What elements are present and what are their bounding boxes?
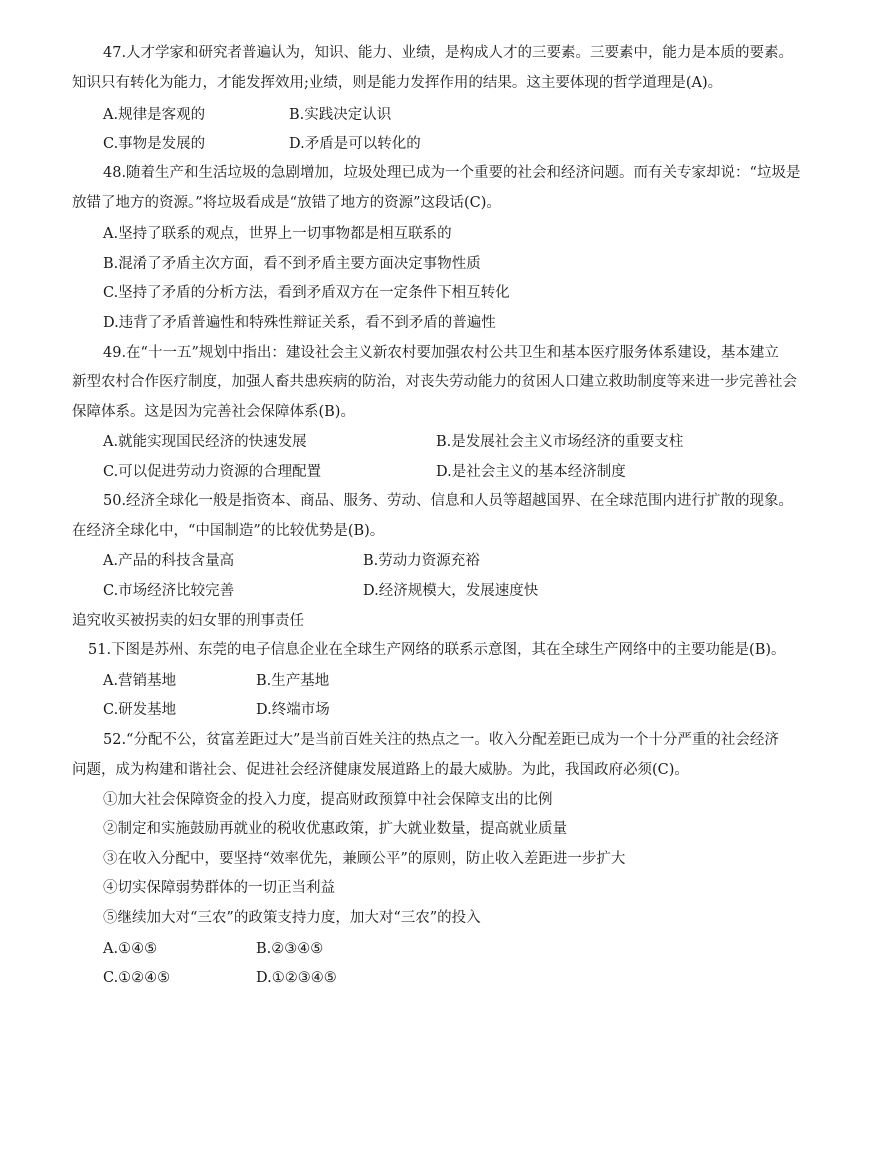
question-49-option-b: B.是发展社会主义市场经济的重要支柱 (436, 434, 684, 450)
question-47-option-b: B.实践决定认识 (289, 107, 392, 123)
question-47-option-a: A.规律是客观的 (103, 107, 206, 123)
question-52-line-1: 52.“分配不公，贫富差距过大”是当前百姓关注的热点之一。收入分配差距已成为一个十分严重的社会经济 (103, 732, 779, 748)
question-52-option-c: C.①②④⑤ (103, 970, 171, 986)
question-48-line-1: 48.随着生产和生活垃圾的急剧增加，垃圾处理已成为一个重要的社会和经济问题。而有关专家却说：“垃圾是 (103, 165, 801, 181)
question-52-line-2: 问题，成为构建和谐社会、促进社会经济健康发展道路上的最大威胁。为此，我国政府必须(C)。 (72, 762, 689, 778)
question-51-option-a: A.营销基地 (103, 673, 177, 689)
question-49-line-2: 新型农村合作医疗制度，加强人畜共患疾病的防治，对丧失劳动能力的贫困人口建立救助制度等来进一步完善社会 (72, 374, 797, 390)
question-52-item-5: ⑤继续加大对“三农”的政策支持力度，加大对“三农”的投入 (103, 910, 481, 926)
question-48-line-2: 放错了地方的资源。”将垃圾看成是“放错了地方的资源”这段话(C)。 (72, 195, 501, 211)
question-47-line-2: 知识只有转化为能力，才能发挥效用;业绩，则是能力发挥作用的结果。这主要体现的哲学道理是(A)。 (72, 75, 723, 91)
question-49-option-a: A.就能实现国民经济的快速发展 (103, 434, 307, 450)
question-50-option-d: D.经济规模大，发展速度快 (363, 583, 539, 599)
question-51-option-c: C.研发基地 (103, 702, 177, 718)
question-52-item-4: ④切实保障弱势群体的一切正当利益 (103, 880, 335, 896)
question-48-option-b: B.混淆了矛盾主次方面，看不到矛盾主要方面决定事物性质 (103, 256, 481, 272)
question-50-option-a: A.产品的科技含量高 (103, 553, 235, 569)
question-49-option-d: D.是社会主义的基本经济制度 (436, 464, 626, 480)
question-49-line-1: 49.在“十一五”规划中指出：建设社会主义新农村要加强农村公共卫生和基本医疗服务体系建设，基本建立 (103, 345, 779, 361)
question-51-line-1: 51.下图是苏州、东莞的电子信息企业在全球生产网络的联系示意图，其在全球生产网络中的主要功能是(B)。 (88, 642, 786, 658)
question-52-item-2: ②制定和实施鼓励再就业的税收优惠政策，扩大就业数量，提高就业质量 (103, 821, 567, 837)
question-50-line-2: 在经济全球化中，“中国制造”的比较优势是(B)。 (72, 523, 385, 539)
question-52-option-a: A.①④⑤ (103, 941, 158, 957)
question-50-option-c: C.市场经济比较完善 (103, 583, 235, 599)
question-48-option-c: C.坚持了矛盾的分析方法，看到矛盾双方在一定条件下相互转化 (103, 285, 510, 301)
question-48-option-d: D.违背了矛盾普遍性和特殊性辩证关系，看不到矛盾的普遍性 (103, 315, 496, 331)
question-48-option-a: A.坚持了联系的观点，世界上一切事物都是相互联系的 (103, 226, 452, 242)
question-50-option-b: B.劳动力资源充裕 (363, 553, 480, 569)
question-51-option-b: B.生产基地 (256, 673, 330, 689)
question-47-option-d: D.矛盾是可以转化的 (289, 136, 421, 152)
question-52-item-3: ③在收入分配中，要坚持“效率优先，兼顾公平”的原则，防止收入差距进一步扩大 (103, 851, 626, 867)
stray-text-line: 追究收买被拐卖的妇女罪的刑事责任 (72, 613, 304, 629)
question-52-item-1: ①加大社会保障资金的投入力度，提高财政预算中社会保障支出的比例 (103, 792, 553, 808)
question-49-line-3: 保障体系。这是因为完善社会保障体系(B)。 (72, 404, 355, 420)
question-50-line-1: 50.经济全球化一般是指资本、商品、服务、劳动、信息和人员等超越国界、在全球范围内进行扩散的现象。 (103, 493, 794, 509)
question-49-option-c: C.可以促进劳动力资源的合理配置 (103, 464, 322, 480)
question-47-line-1: 47.人才学家和研究者普遍认为，知识、能力、业绩，是构成人才的三要素。三要素中，能力是本质的要素。 (103, 45, 794, 61)
question-52-option-b: B.②③④⑤ (256, 941, 324, 957)
question-51-option-d: D.终端市场 (256, 702, 330, 718)
question-47-option-c: C.事物是发展的 (103, 136, 206, 152)
question-52-option-d: D.①②③④⑤ (256, 970, 337, 986)
